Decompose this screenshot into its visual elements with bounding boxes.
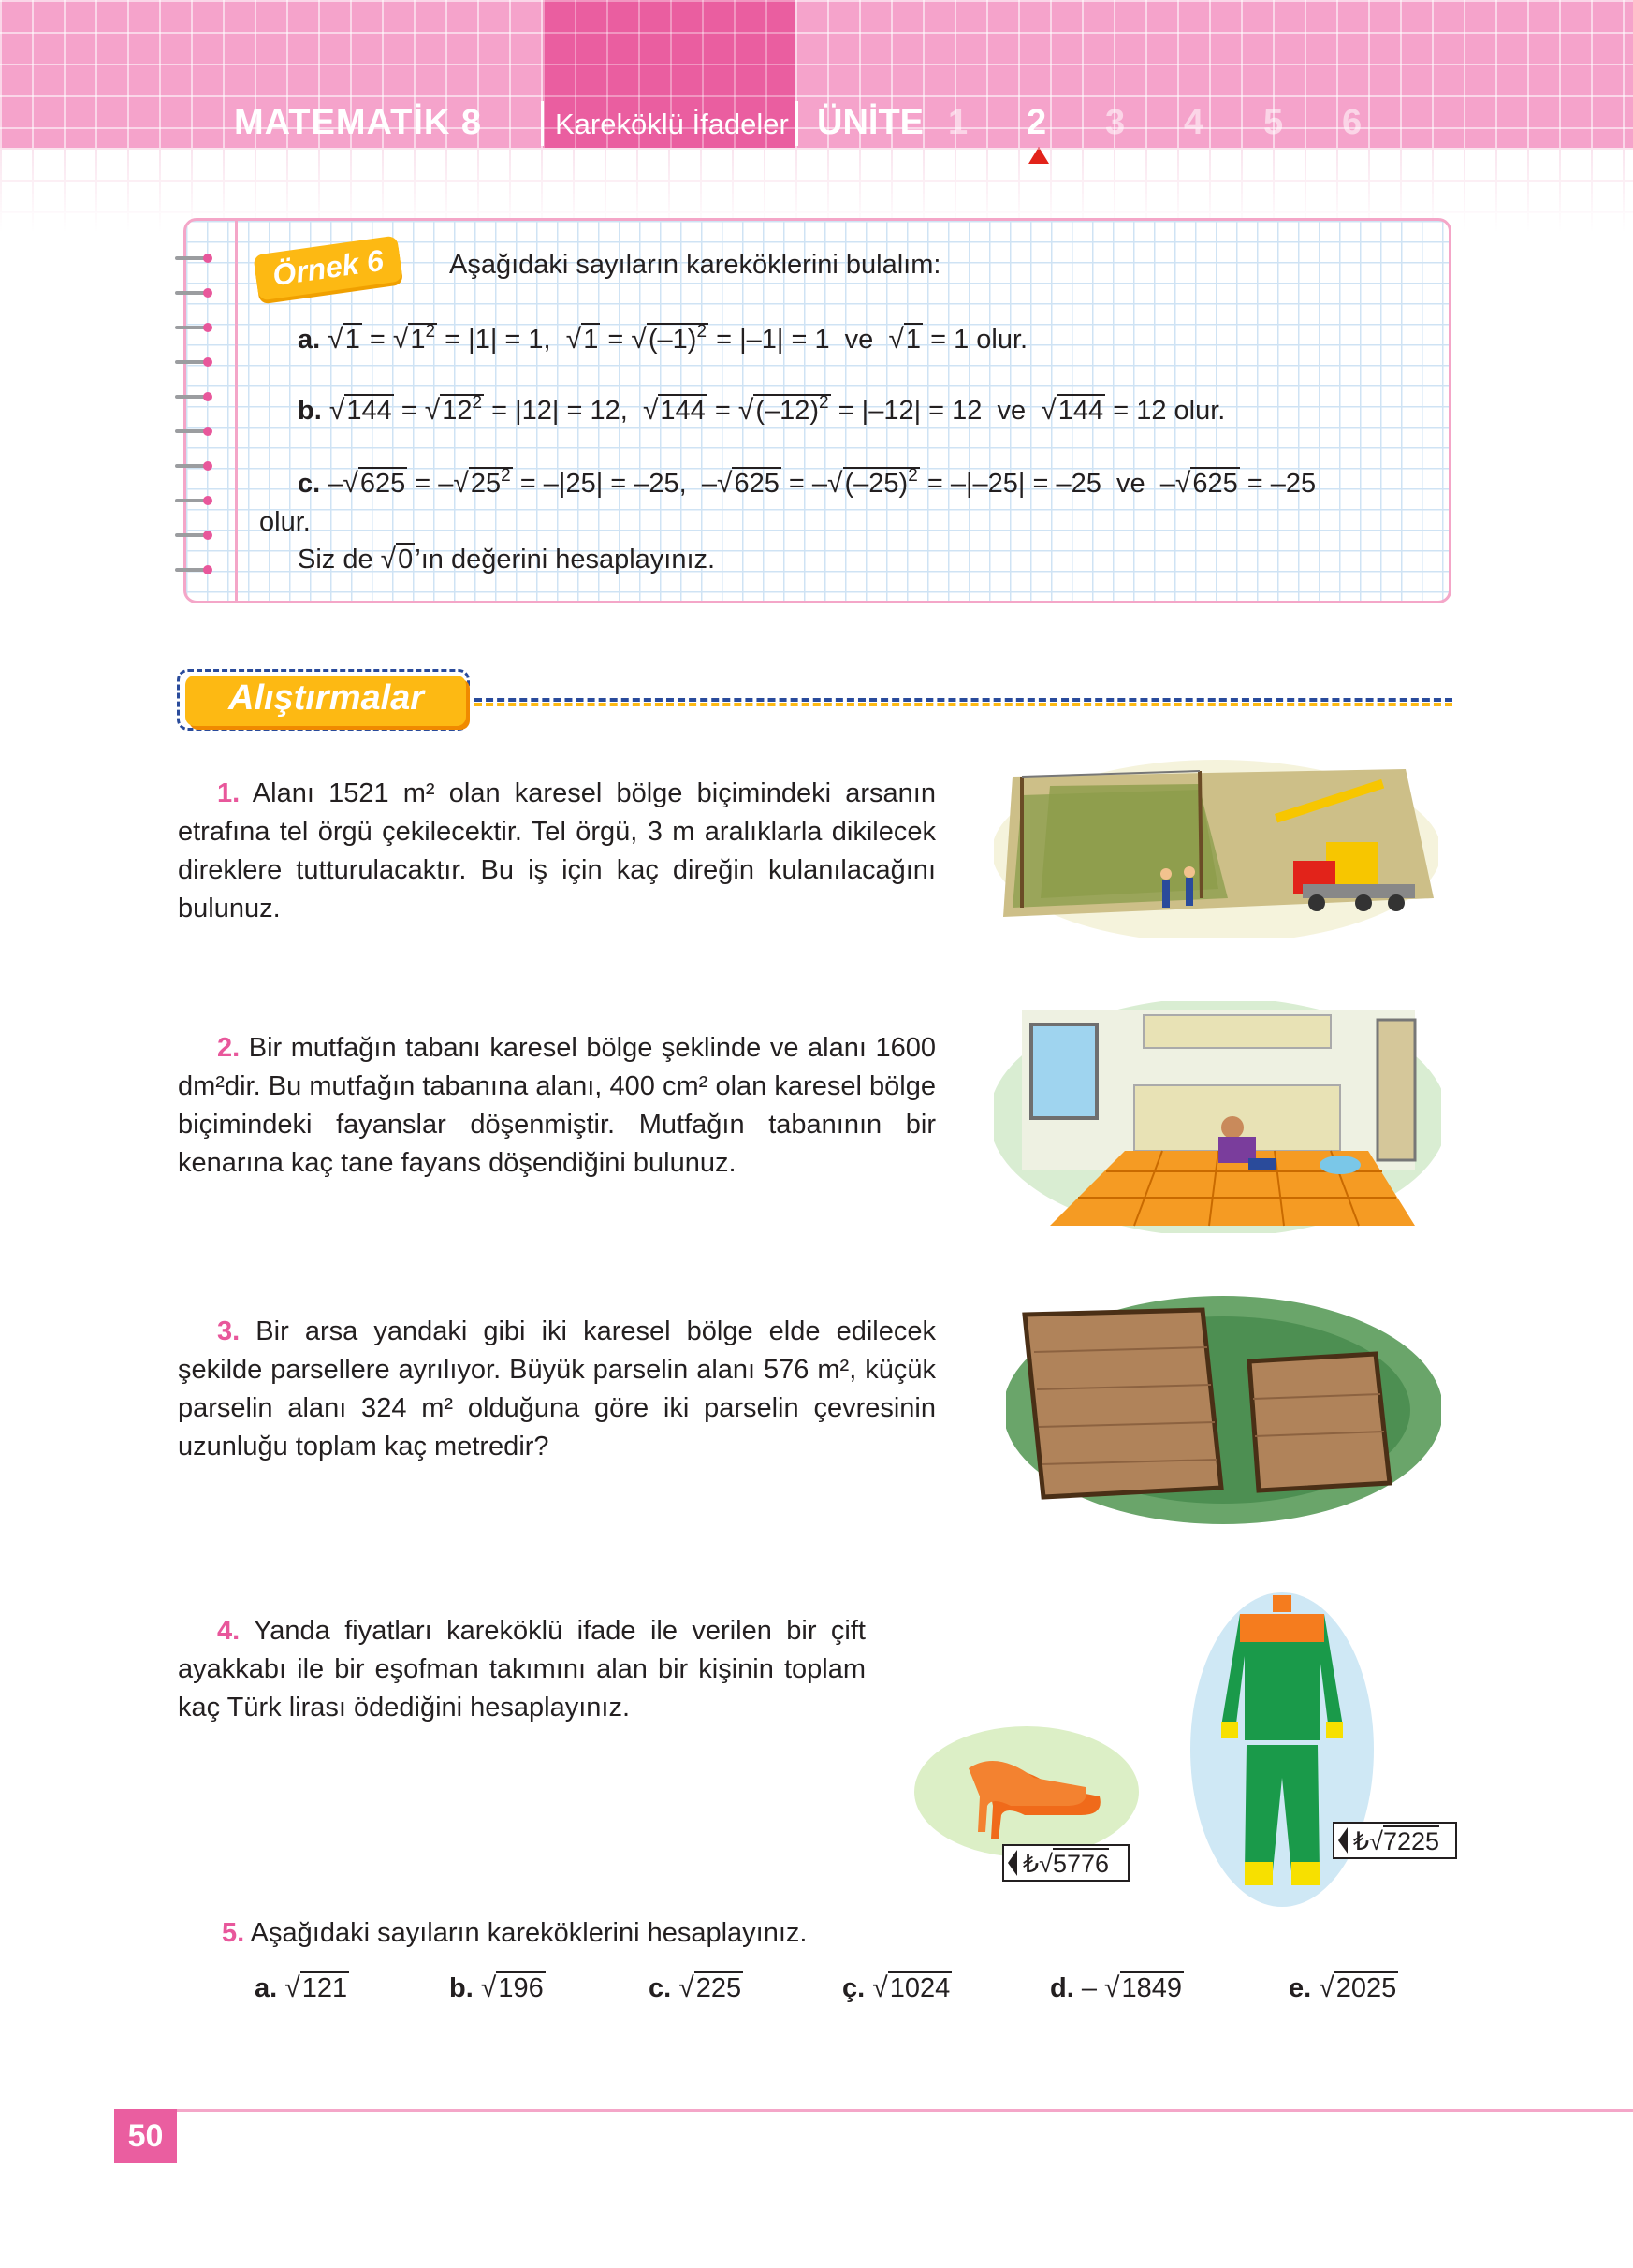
dashed-divider [474,698,1452,702]
kitchen-tiling-illustration [994,1001,1441,1233]
exercise-5-option-c: c. √225 [649,1972,742,2003]
unit-label: ÜNİTE [817,103,924,142]
header-separator [795,101,798,146]
spiral-ring [175,254,214,263]
exercise-5-option-cc: ç. √1024 [842,1972,951,2003]
exercises-title: Alıştırmalar [228,678,425,718]
exercise-3: 3. Bir arsa yandaki gibi iki karesel bölge elde edilecek şekilde parsellere ayrılıyor. Büyük parselin alanı 576 m², küçük parselin alanı 324 m² olduğuna göre iki parselin çevresinin uzunluğu toplam kaç metredir? [178,1316,936,1461]
spiral-ring [175,565,214,574]
exercise-5-option-a: a. √121 [255,1972,348,2003]
spiral-ring [175,288,214,298]
exercise-1: 1. Alanı 1521 m² olan karesel bölge biçimindeki arsanın etrafına tel örgü çekilecektir. Tel örgü, 3 m aralıklarla dikilecek direklere tutturulacaktır. Bu iş için kaç direğin kulanılacağını bulunuz. [178,778,936,923]
unit-number: 3 [1105,103,1126,142]
spiral-ring [175,461,214,471]
book-title: MATEMATİK 8 [234,103,483,142]
footer-line [114,2109,1633,2112]
chapter-topic: Kareköklü İfadeler [555,108,789,140]
header-separator [541,101,544,146]
example-intro: Aşağıdaki sayıların kareköklerini bulalım: [449,250,941,280]
example-line-c: c. $-√625 = -√25^2 = -|25| = -25$, $-√625 = -√(-25)^2 = -|-25| = -25$ ve –√625 = –25 [298,466,1317,499]
tracksuit-illustration [1188,1591,1376,1909]
land-parcels-illustration [1006,1296,1441,1525]
exercise-5-option-b: b. √196 [449,1972,544,2003]
spiral-ring [175,357,214,367]
exercise-5-option-e: e. √2025 [1289,1972,1397,2003]
unit-number: 5 [1263,103,1284,142]
notebook-margin-line [235,221,238,601]
shoes-illustration [912,1722,1142,1862]
spiral-ring [175,531,214,540]
example-task: Siz de √0’ın değerini hesaplayınız. [298,544,716,574]
dashed-divider [474,703,1452,706]
page-number: 50 [114,2109,177,2163]
spiral-ring [175,392,214,401]
example-line-a: a. $√1 = √1^2 = |1| = 1$, $√1 = √(-1)^2 = |-1| = 1$ ve √1 = 1 olur. [298,322,1028,355]
exercise-5: 5. Aşağıdaki sayıların kareköklerini hesaplayınız. [222,1918,808,1948]
fence-land-illustration [994,758,1438,938]
unit-number: 4 [1184,103,1204,142]
exercise-5-option-d: d. – √1849 [1050,1972,1183,2003]
example-badge: Örnek 6 [253,235,402,300]
shoes-price-tag: ₺√5776 [1002,1844,1130,1882]
example-line-b: b. $√144 = √12^2 = |12| = 12$, $√144 = √(-12)^2 = |-12| = 12$ ve √144 = 12 olur. [298,393,1226,426]
spiral-ring [175,496,214,505]
unit-number: 1 [948,103,969,142]
unit-number-active: 2 [1027,103,1047,142]
tracksuit-price-tag: ₺√7225 [1333,1822,1457,1859]
example-line-c-end: olur. [259,507,311,537]
exercise-2: 2. Bir mutfağın tabanı karesel bölge şeklinde ve alanı 1600 dm²dir. Bu mutfağın tabanına alanı, 400 cm² olan karesel bölge biçimindeki fayanslar döşenmiştir. Mutfağın tabanının bir kenarına kaç tane fayans döşendiğini bulunuz. [178,1033,936,1178]
spiral-ring [175,427,214,436]
unit-number: 6 [1342,103,1363,142]
exercise-4: 4. Yanda fiyatları kareköklü ifade ile verilen bir çift ayakkabı ile bir eşofman takımını alan bir kişinin toplam kaç Türk lirası ödediğini hesaplayınız. [178,1616,866,1723]
spiral-ring [175,323,214,332]
